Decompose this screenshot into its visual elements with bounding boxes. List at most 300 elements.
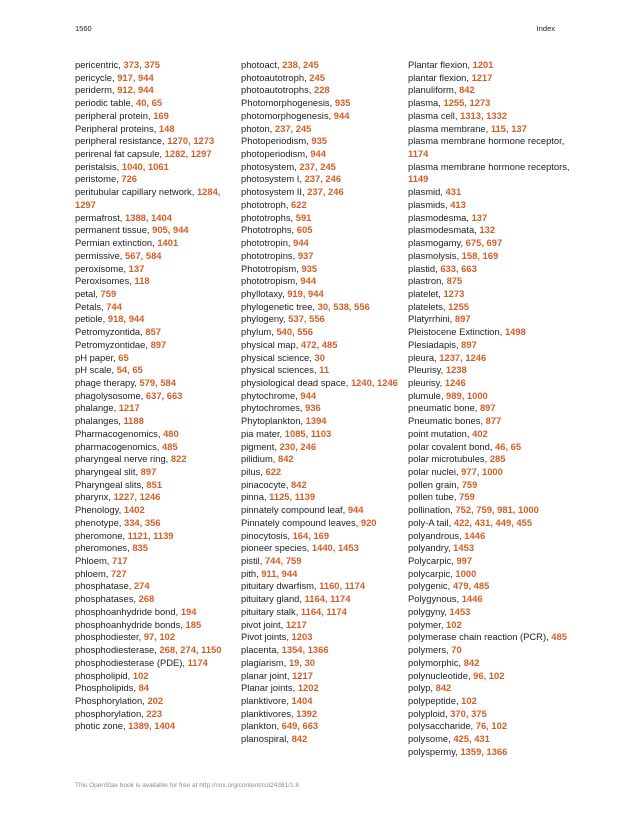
index-entry — [241, 657, 401, 670]
index-entry — [408, 733, 573, 746]
index-entry — [241, 441, 401, 454]
index-term: photoautotrophs, — [241, 84, 314, 96]
index-term: pH scale, — [75, 364, 117, 376]
page-refs[interactable]: 897 — [479, 402, 496, 414]
index-entry — [408, 313, 573, 326]
index-entry — [241, 479, 401, 492]
index-entry — [408, 619, 573, 632]
index-term: photon, — [241, 122, 275, 134]
index-entry — [75, 580, 233, 593]
page-refs[interactable]: 1238 — [445, 364, 467, 376]
index-entry — [241, 402, 401, 415]
page-refs[interactable]: 137 — [128, 262, 145, 274]
page-refs[interactable]: 1313, 1332 — [460, 109, 508, 121]
page-refs[interactable]: 472, 485 — [300, 338, 338, 350]
index-term: Peripheral proteins, — [75, 122, 159, 134]
page-refs[interactable]: 759 — [100, 287, 117, 299]
index-entry — [241, 390, 401, 403]
index-term: peritubular capillary network, — [75, 186, 197, 198]
page-refs[interactable]: 1284, 1297 — [75, 186, 221, 210]
index-entry — [241, 59, 401, 72]
index-entry — [408, 390, 573, 403]
index-term: phenotype, — [75, 516, 124, 528]
page-refs[interactable]: 102 — [132, 669, 149, 681]
index-entry — [408, 250, 573, 263]
page-refs[interactable]: 1392 — [296, 707, 318, 719]
page-refs[interactable]: 237, 246 — [304, 173, 342, 185]
page-refs[interactable]: 1040, 1061 — [121, 160, 169, 172]
page-refs[interactable]: 479, 485 — [452, 580, 490, 592]
index-entry — [241, 377, 401, 390]
index-entry — [408, 364, 573, 377]
page-refs[interactable]: 169 — [153, 109, 169, 121]
index-entry — [241, 530, 401, 543]
page-refs[interactable]: 917, 944 — [117, 71, 154, 83]
index-entry — [241, 352, 401, 365]
index-term: phagolysosome, — [75, 389, 146, 401]
page-refs[interactable]: 268 — [138, 593, 155, 605]
index-entry — [75, 644, 233, 657]
index-entry — [408, 555, 573, 568]
index-term: platelets, — [408, 300, 449, 312]
index-term: Phenology, — [75, 504, 124, 516]
index-term: Plantar flexion, — [408, 59, 473, 70]
page-refs[interactable]: 1453 — [449, 605, 471, 617]
page-refs[interactable]: 1394 — [305, 415, 327, 427]
index-term: polyspermy, — [408, 745, 461, 757]
page-refs[interactable]: 537, 556 — [288, 313, 325, 325]
page-refs[interactable]: 96, 102 — [473, 669, 505, 681]
page-refs[interactable]: 897 — [150, 338, 167, 350]
page-refs[interactable]: 1174 — [187, 656, 208, 668]
index-entry — [75, 161, 233, 174]
page-refs[interactable]: 422, 431, 449, 455 — [453, 516, 533, 528]
index-term: polycarpic, — [408, 567, 456, 579]
page-refs[interactable]: 1453 — [453, 542, 475, 554]
page-refs[interactable]: 622 — [291, 198, 307, 210]
page-refs[interactable]: 1237, 1246 — [439, 351, 487, 363]
page-refs[interactable]: 334, 356 — [124, 516, 161, 528]
page-refs[interactable]: 402 — [472, 427, 488, 439]
index-term: Pharyngeal slits, — [75, 478, 147, 490]
page-refs[interactable]: 1000 — [455, 567, 477, 579]
page-refs[interactable]: 54, 65 — [116, 364, 143, 376]
page-refs[interactable]: 1440, 1453 — [311, 542, 359, 554]
page-refs[interactable]: 1227, 1246 — [113, 491, 161, 503]
index-term: phosphoanhydride bond, — [75, 605, 181, 617]
page-refs[interactable]: 1446 — [464, 529, 486, 541]
page-refs[interactable]: 1217 — [118, 402, 140, 414]
index-entry — [408, 288, 573, 301]
page-refs[interactable]: 19, 30 — [288, 656, 316, 668]
page-refs[interactable]: 1217 — [285, 618, 307, 630]
index-term: plasmid, — [408, 186, 446, 198]
index-entry — [408, 720, 573, 733]
index-term: photoperiodism, — [241, 148, 311, 160]
page-refs[interactable]: 1085, 1103 — [284, 427, 332, 439]
page-refs[interactable]: 1246 — [444, 376, 466, 388]
index-entry — [408, 479, 573, 492]
page-refs[interactable]: 875 — [446, 275, 463, 287]
page-refs[interactable]: 115, 137 — [490, 122, 527, 134]
page-refs[interactable]: 70 — [451, 644, 462, 656]
page-refs[interactable]: 230, 246 — [279, 440, 317, 452]
index-term: pilidium, — [241, 453, 278, 465]
page-refs[interactable]: 373, 375 — [123, 59, 160, 70]
index-entry — [241, 453, 401, 466]
page-refs[interactable]: 897 — [140, 466, 157, 477]
index-entry — [241, 682, 401, 695]
page-refs[interactable]: 759 — [459, 491, 475, 503]
page-refs[interactable]: 727 — [110, 567, 127, 579]
index-entry — [241, 301, 401, 314]
page-refs[interactable]: 194 — [180, 605, 197, 617]
page-refs[interactable]: 944 — [300, 389, 317, 401]
index-term: Petromyzontidae, — [75, 338, 151, 350]
page-refs[interactable]: 1255 — [448, 300, 469, 312]
page-refs[interactable]: 202 — [147, 694, 164, 706]
page-refs[interactable]: 919, 944 — [287, 287, 324, 299]
page-refs[interactable]: 977, 1000 — [461, 466, 503, 477]
page-refs[interactable]: 137 — [471, 211, 488, 223]
page-refs[interactable]: 944 — [347, 504, 364, 516]
page-refs[interactable]: 1149 — [408, 173, 429, 185]
index-entry — [75, 212, 233, 225]
page-refs[interactable]: 637, 663 — [145, 389, 183, 401]
index-term: phospholipid, — [75, 669, 133, 681]
index-entry — [75, 250, 233, 263]
index-entry — [408, 695, 573, 708]
page-refs[interactable]: 425, 431 — [453, 733, 490, 745]
page-refs[interactable]: 223 — [146, 707, 163, 719]
page-refs[interactable]: 1402 — [123, 504, 145, 516]
index-entry — [75, 402, 233, 415]
index-entry — [75, 619, 233, 632]
page-refs[interactable]: 944 — [293, 237, 309, 249]
page-refs[interactable]: 935 — [311, 135, 328, 147]
page-refs[interactable]: 1174 — [408, 148, 429, 160]
index-entry — [408, 339, 573, 352]
index-entry — [75, 517, 233, 530]
page-refs[interactable]: 1498 — [504, 326, 526, 338]
page-refs[interactable]: 84 — [138, 682, 150, 694]
index-term: peroxisome, — [75, 262, 129, 274]
page-refs[interactable]: 370, 375 — [450, 707, 487, 719]
page-refs[interactable]: 649, 663 — [281, 720, 319, 732]
index-entry — [241, 670, 401, 683]
index-term: pericycle, — [75, 71, 118, 83]
page-refs[interactable]: 920 — [360, 516, 377, 528]
page-refs[interactable]: 752, 759, 981, 1000 — [455, 504, 539, 516]
page-refs[interactable]: 1270, 1273 — [167, 135, 215, 147]
page-refs[interactable]: 857 — [145, 326, 162, 338]
index-entry — [408, 72, 573, 85]
page-refs[interactable]: 485 — [551, 631, 567, 643]
page-refs[interactable]: 431 — [445, 186, 462, 198]
page-refs[interactable]: 842 — [463, 656, 480, 668]
index-term: plasmodesma, — [408, 211, 472, 223]
page-refs[interactable]: 905, 944 — [152, 224, 189, 236]
index-term: Photomorphogenesis, — [241, 97, 335, 109]
page-refs[interactable]: 65 — [118, 351, 129, 363]
page-number: 1560 — [75, 24, 92, 33]
index-entry — [75, 110, 233, 123]
page-refs[interactable]: 102 — [461, 694, 477, 706]
page-refs[interactable]: 605 — [296, 224, 313, 236]
page-refs[interactable]: 158, 169 — [461, 249, 499, 261]
index-entry — [241, 428, 401, 441]
index-term: Pharmacogenomics, — [75, 427, 164, 439]
index-term: plasma cell, — [408, 109, 461, 121]
page-refs[interactable]: 413 — [450, 198, 466, 210]
page-refs[interactable]: 285 — [489, 453, 506, 465]
index-entry — [75, 568, 233, 581]
page-refs[interactable]: 911, 944 — [261, 567, 298, 579]
index-term: polygenic, — [408, 580, 453, 592]
page-refs[interactable]: 1201 — [472, 59, 494, 70]
index-entry — [241, 733, 401, 746]
index-term: phosphoanhydride bonds, — [75, 618, 186, 630]
page-refs[interactable]: 997 — [456, 555, 473, 567]
index-term: pharynx, — [75, 491, 114, 503]
page-refs[interactable]: 1164, 1174 — [304, 593, 351, 605]
page-refs[interactable]: 237, 245 — [299, 160, 336, 172]
page-refs[interactable]: 877 — [485, 415, 502, 427]
index-term: polymer, — [408, 618, 447, 630]
index-term: phosphatases, — [75, 593, 139, 605]
index-entry — [408, 161, 573, 186]
page-refs[interactable]: 76, 102 — [475, 720, 508, 732]
page-refs[interactable]: 842 — [435, 682, 452, 694]
page-refs[interactable]: 822 — [170, 453, 187, 465]
page-refs[interactable]: 1354, 1366 — [281, 644, 329, 656]
page-refs[interactable]: 1359, 1366 — [460, 745, 508, 757]
index-entry — [241, 644, 401, 657]
page-refs[interactable]: 40, 65 — [135, 97, 163, 109]
page-refs[interactable]: 633, 663 — [440, 262, 477, 274]
index-entry — [408, 110, 573, 123]
page-refs[interactable]: 1202 — [297, 682, 319, 694]
page-refs[interactable]: 989, 1000 — [446, 389, 488, 401]
page-refs[interactable]: 935 — [301, 262, 318, 274]
index-term: polymers, — [408, 644, 452, 656]
index-entry — [241, 97, 401, 110]
page-refs[interactable]: 717 — [112, 555, 128, 567]
page-refs[interactable]: 918, 944 — [107, 313, 145, 325]
page-refs[interactable]: 268, 274, 1150 — [159, 644, 222, 656]
page-refs[interactable]: 30, 538, 556 — [317, 300, 370, 312]
page-refs[interactable]: 944 — [300, 275, 317, 287]
page-refs[interactable]: 1240, 1246 — [350, 376, 398, 388]
index-entry — [408, 402, 573, 415]
index-entry — [75, 326, 233, 339]
page-refs[interactable]: 675, 697 — [465, 237, 503, 249]
index-term: polysaccharide, — [408, 720, 476, 732]
page-refs[interactable]: 1273 — [443, 287, 465, 299]
index-term: phosphodiesterase (PDE), — [75, 656, 188, 668]
index-term: Polygynous, — [408, 593, 462, 605]
index-entry — [408, 441, 573, 454]
page-refs[interactable]: 842 — [291, 478, 307, 490]
index-term: pericentric, — [75, 59, 124, 70]
index-term: pituitary dwarfism, — [241, 580, 320, 592]
index-entry — [241, 631, 401, 644]
page-refs[interactable]: 46, 65 — [495, 440, 522, 452]
index-entry — [408, 631, 573, 644]
page-refs[interactable]: 1404 — [291, 694, 313, 706]
page-refs[interactable]: 842 — [291, 733, 308, 745]
page-refs[interactable]: 726 — [121, 173, 138, 185]
page-refs[interactable]: 148 — [158, 122, 175, 134]
index-term: plumule, — [408, 389, 447, 401]
page-refs[interactable]: 591 — [295, 211, 312, 223]
index-term: plastron, — [408, 275, 447, 287]
page-refs[interactable]: 1217 — [471, 71, 493, 83]
index-term: pheromones, — [75, 542, 133, 554]
index-term: polyandry, — [408, 542, 454, 554]
page-refs[interactable]: 744, 759 — [264, 555, 302, 567]
index-entry — [75, 237, 233, 250]
index-entry — [408, 682, 573, 695]
page-refs[interactable]: 744 — [106, 300, 122, 312]
index-term: pollination, — [408, 504, 456, 516]
index-term: pinna, — [241, 491, 270, 503]
index-term: photoact, — [241, 59, 283, 70]
page-refs[interactable]: 118 — [134, 275, 150, 287]
index-entry — [408, 123, 573, 136]
page-refs[interactable]: 238, 245 — [282, 59, 319, 70]
page-refs[interactable]: 11 — [319, 364, 330, 376]
index-entry — [75, 466, 233, 479]
index-entry — [75, 695, 233, 708]
page-refs[interactable]: 97, 102 — [143, 631, 176, 643]
page-refs[interactable]: 132 — [479, 224, 496, 236]
index-term: petal, — [75, 287, 101, 299]
page-refs[interactable]: 164, 169 — [292, 529, 330, 541]
index-term: pharyngeal nerve ring, — [75, 453, 171, 465]
page-refs[interactable]: 937 — [297, 249, 314, 261]
index-term: pharyngeal slit, — [75, 466, 141, 477]
page-refs[interactable]: 1255, 1273 — [443, 97, 491, 109]
index-term: plasmogamy, — [408, 237, 466, 249]
page-refs[interactable]: 30 — [314, 351, 325, 363]
page-refs[interactable]: 912, 944 — [117, 84, 154, 96]
page-refs[interactable]: 228 — [313, 84, 330, 96]
page-refs[interactable]: 540, 556 — [276, 326, 313, 338]
index-term: Petals, — [75, 300, 107, 312]
page-refs[interactable]: 1401 — [157, 237, 179, 249]
index-term: Polycarpic, — [408, 555, 457, 567]
page-refs[interactable]: 1160, 1174 — [319, 580, 366, 592]
page-refs[interactable]: 1188 — [123, 415, 144, 427]
page-refs[interactable]: 1125, 1139 — [269, 491, 316, 503]
index-entry — [241, 606, 401, 619]
index-term: phototrophs, — [241, 211, 296, 223]
page-refs[interactable]: 622 — [265, 466, 282, 477]
page-refs[interactable]: 1121, 1139 — [127, 529, 174, 541]
index-entry — [75, 186, 233, 211]
index-term: plasmids, — [408, 198, 451, 210]
page-refs[interactable]: 897 — [454, 313, 471, 325]
section-title: Index — [536, 24, 555, 33]
page-refs[interactable]: 1389, 1404 — [128, 720, 176, 732]
index-term: phloem, — [75, 567, 111, 579]
index-entry — [408, 199, 573, 212]
index-entry — [75, 670, 233, 683]
page-refs[interactable]: 274 — [133, 580, 150, 592]
index-entry — [75, 135, 233, 148]
index-entry — [75, 148, 233, 161]
index-term: polysome, — [408, 733, 454, 745]
index-term: permissive, — [75, 249, 126, 261]
index-entry — [408, 568, 573, 581]
index-entry — [241, 568, 401, 581]
page-refs[interactable]: 1203 — [291, 631, 313, 643]
page-refs[interactable]: 237, 246 — [307, 186, 344, 198]
index-term: phototropism, — [241, 275, 301, 287]
page-refs[interactable]: 759 — [461, 478, 478, 490]
page-refs[interactable]: 1282, 1297 — [164, 148, 212, 160]
page-refs[interactable]: 835 — [132, 542, 148, 554]
index-entry — [241, 542, 401, 555]
index-entry — [75, 555, 233, 568]
page-refs[interactable]: 1164, 1174 — [300, 605, 347, 617]
page-refs[interactable]: 1446 — [461, 593, 483, 605]
page-refs[interactable]: 579, 584 — [139, 376, 176, 388]
page-refs[interactable]: 237, 245 — [274, 122, 312, 134]
index-entry — [408, 428, 573, 441]
index-term: plasma membrane hormone receptor, — [408, 135, 565, 147]
page-refs[interactable]: 1217 — [292, 669, 313, 681]
index-entry — [75, 479, 233, 492]
page-refs[interactable]: 935 — [334, 97, 351, 109]
index-entry — [75, 275, 233, 288]
page-refs[interactable]: 851 — [146, 478, 163, 490]
index-entry — [408, 186, 573, 199]
page-refs[interactable]: 102 — [446, 618, 462, 630]
page-refs[interactable]: 944 — [310, 148, 326, 160]
index-term: polymorphic, — [408, 656, 464, 668]
index-entry — [241, 555, 401, 568]
page-refs[interactable]: 842 — [459, 84, 475, 96]
index-term: pinacocyte, — [241, 478, 292, 490]
index-entry — [75, 593, 233, 606]
index-entry — [408, 530, 573, 543]
index-term: physical science, — [241, 351, 315, 363]
index-term: phage therapy, — [75, 376, 140, 388]
page-refs[interactable]: 567, 584 — [125, 249, 162, 261]
page-refs[interactable]: 480 — [163, 427, 179, 439]
page-refs[interactable]: 485 — [162, 440, 178, 452]
page-refs[interactable]: 1388, 1404 — [125, 211, 172, 223]
page-refs[interactable]: 245 — [309, 71, 325, 83]
page-refs[interactable]: 936 — [305, 402, 321, 414]
page-refs[interactable]: 944 — [333, 109, 350, 121]
index-term: pioneer species, — [241, 542, 312, 554]
page-refs[interactable]: 185 — [185, 618, 202, 630]
page-refs[interactable]: 897 — [461, 338, 477, 350]
index-term: pleurisy, — [408, 376, 445, 388]
index-entry — [241, 491, 401, 504]
index-entry — [408, 301, 573, 314]
page-refs[interactable]: 842 — [278, 453, 294, 465]
index-entry — [75, 504, 233, 517]
index-term: pith, — [241, 567, 262, 579]
index-entry — [241, 593, 401, 606]
index-entry — [241, 263, 401, 276]
index-entry — [75, 72, 233, 85]
index-entry — [408, 504, 573, 517]
